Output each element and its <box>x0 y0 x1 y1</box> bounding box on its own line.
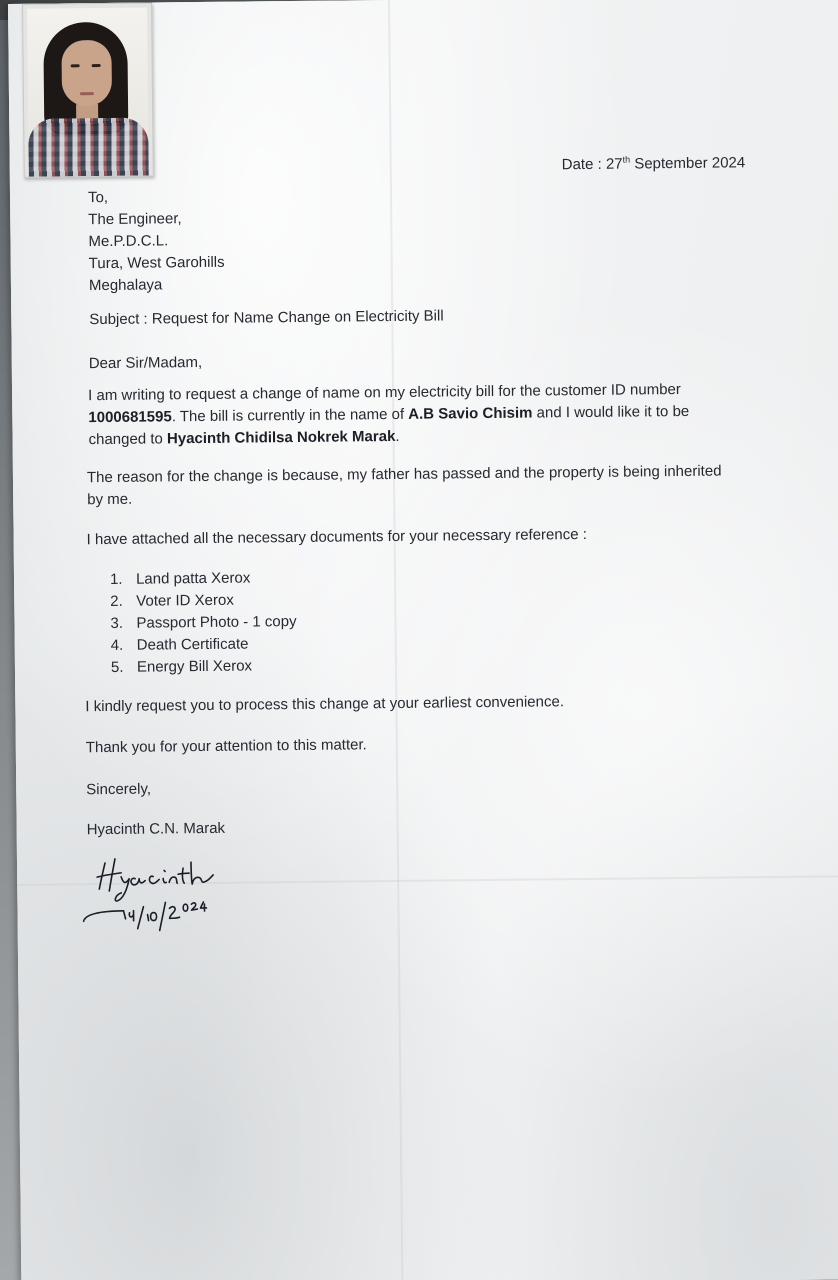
photo-eye <box>71 64 80 67</box>
list-number: 1. <box>109 570 123 588</box>
list-number: 4. <box>110 636 124 654</box>
paragraph-line: by me. <box>87 490 133 509</box>
text-run: changed to <box>88 430 168 449</box>
address-to: To, <box>87 188 109 207</box>
date-rest: September 2024 <box>630 154 746 173</box>
photo-face <box>61 40 112 107</box>
list-item <box>110 567 296 591</box>
list-label: Land patta Xerox <box>135 569 251 588</box>
address-line: The Engineer, <box>88 210 182 229</box>
list-number: 2. <box>110 592 123 610</box>
new-name: Hyacinth Chidilsa Nokrek Marak <box>166 427 396 448</box>
customer-id: 1000681595 <box>88 408 172 427</box>
address-line: Me.P.D.C.L. <box>88 232 169 251</box>
signer-name: Hyacinth C.N. Marak <box>86 819 226 839</box>
address-line: Tura, West Garohills <box>88 253 225 273</box>
list-label: Death Certificate <box>136 635 249 654</box>
list-number: 3. <box>110 614 124 632</box>
paper-crease <box>388 0 403 1280</box>
list-label: Voter ID Xerox <box>136 591 234 610</box>
address-line: Meghalaya <box>88 276 163 295</box>
letter-date <box>562 152 746 175</box>
recipient-address <box>88 186 225 297</box>
text-run: . <box>395 427 400 445</box>
list-item <box>110 589 296 613</box>
paragraph-thanks: Thank you for your attention to this matter. <box>85 736 367 757</box>
letter-subject: Subject : Request for Name Change on Electricity Bill <box>89 307 444 329</box>
letter-salutation: Dear Sir/Madam, <box>88 353 203 373</box>
list-item <box>110 611 296 635</box>
letter-page <box>8 0 838 1280</box>
date-suffix: th <box>622 154 631 165</box>
text-run: and I would like it to be <box>532 402 690 422</box>
list-label: Passport Photo - 1 copy <box>136 613 297 632</box>
handwritten-signature <box>63 848 244 940</box>
paragraph-request <box>88 379 690 451</box>
text-run: I am writing to request a change of name on my electricity bill for the customer ID number <box>88 380 681 405</box>
paragraph-reason <box>87 461 722 512</box>
list-number: 5. <box>110 658 124 676</box>
photo-shirt <box>28 118 149 177</box>
photo-eye <box>92 64 101 67</box>
letter-closing: Sincerely, <box>86 780 152 799</box>
date-label: Date : 27 <box>561 155 623 174</box>
text-run: . The bill is currently in the name of <box>171 405 409 426</box>
photo-mouth <box>80 92 94 95</box>
list-label: Energy Bill Xerox <box>136 657 253 676</box>
documents-list <box>110 567 297 679</box>
list-item <box>111 633 297 657</box>
paragraph-request-processing: I kindly request you to process this change at your earliest convenience. <box>85 693 565 716</box>
passport-photo <box>22 2 154 177</box>
paragraph-attachments: I have attached all the necessary documents for your necessary reference : <box>86 525 587 549</box>
paragraph-line: The reason for the change is because, my father has passed and the property is being inherited <box>86 462 722 487</box>
list-item <box>111 655 297 679</box>
old-name: A.B Savio Chisim <box>408 404 533 423</box>
